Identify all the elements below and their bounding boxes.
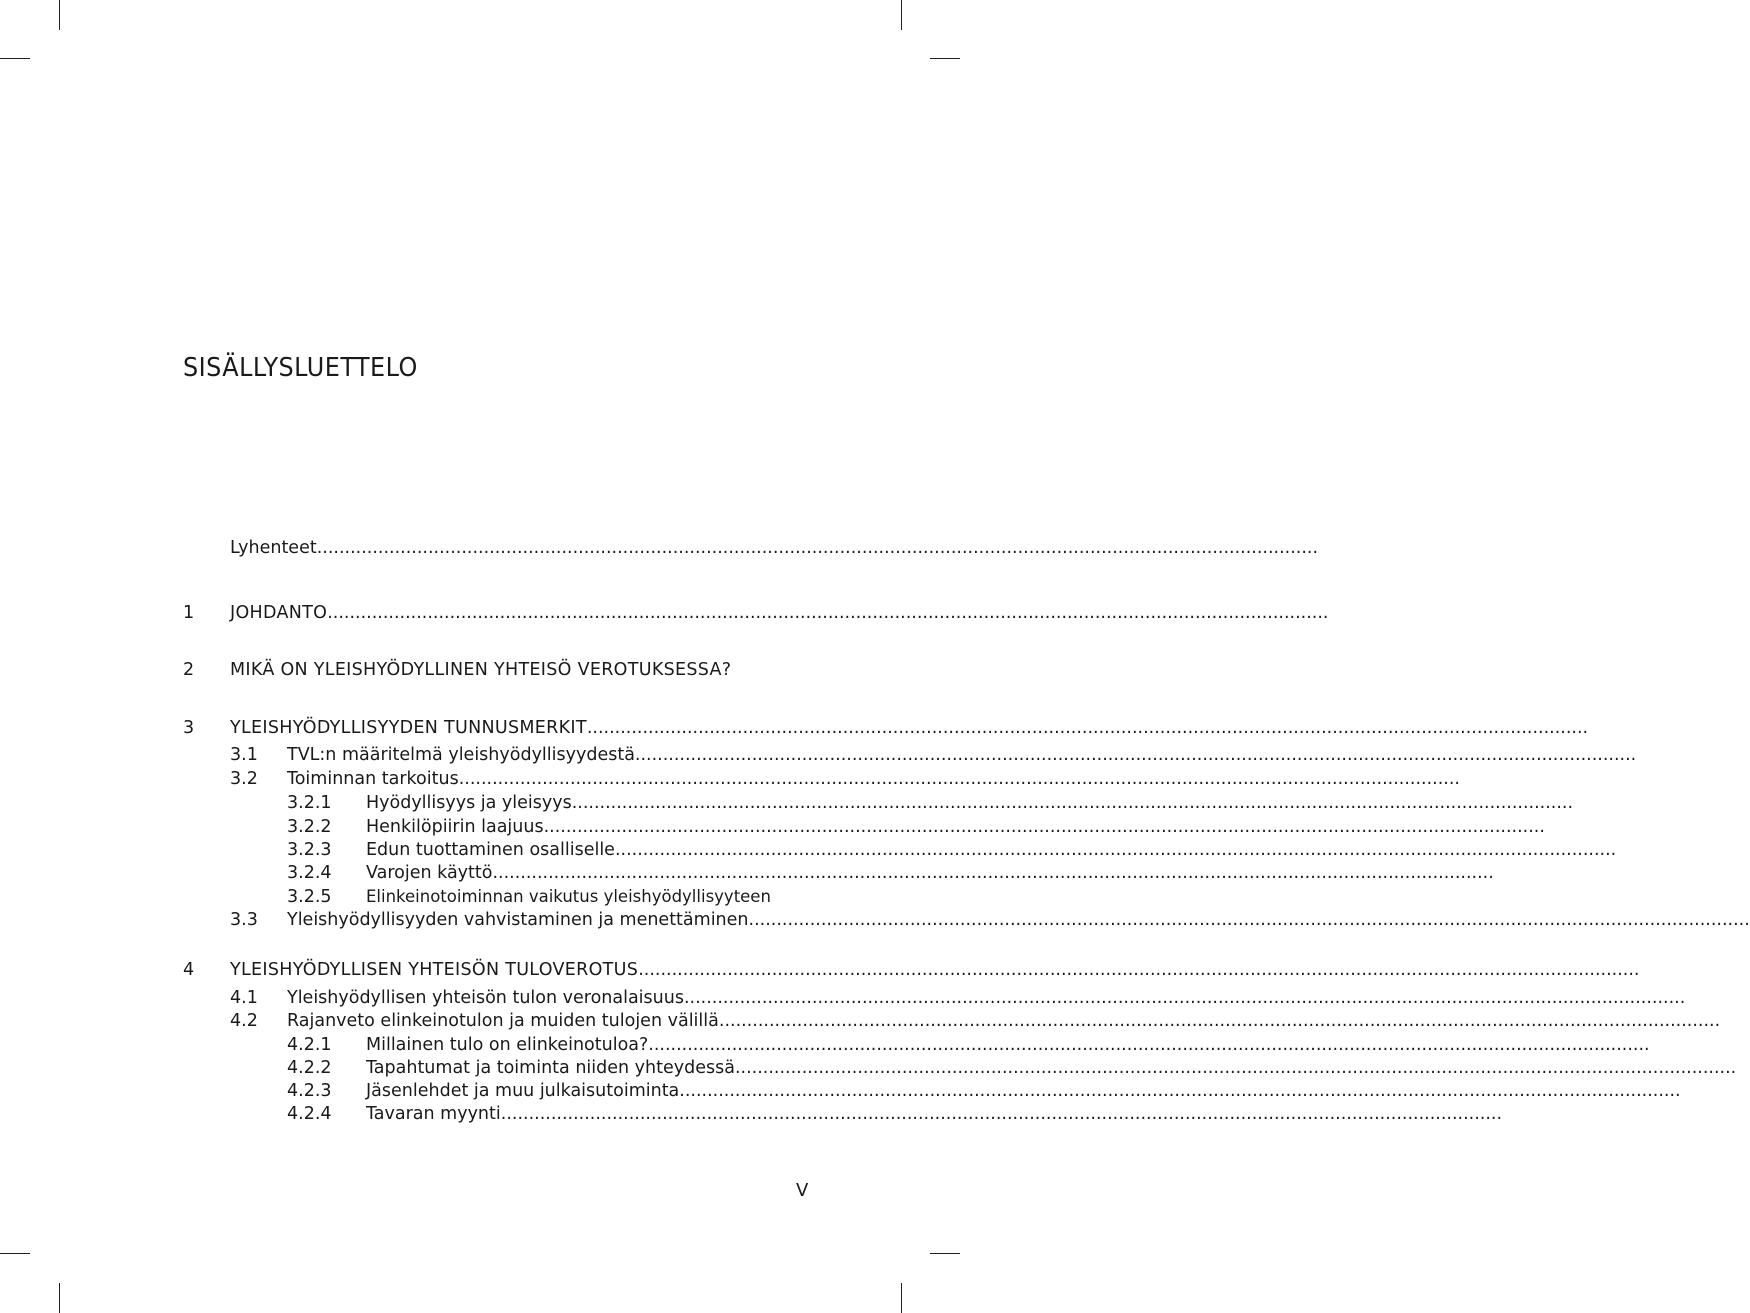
crop-mark-bottom-left-h xyxy=(0,1253,30,1254)
dot-leader: .................................................................................................................................................................................... xyxy=(571,793,1574,813)
dot-leader: .................................................................................................................................................................................... xyxy=(748,910,1750,930)
page-number: V xyxy=(796,1180,809,1201)
dot-leader: .................................................................................................................................................................................... xyxy=(316,538,1319,558)
dot-leader: .................................................................................................................................................................................... xyxy=(586,718,1589,738)
toc-entry-label: Yleishyödyllisen yhteisön tulon veronalaisuus xyxy=(287,988,684,1008)
toc-entry-label: Toiminnan tarkoitus xyxy=(287,769,459,789)
toc-entry-number: 3.2.2 xyxy=(287,817,332,837)
toc-entry-number: 4 xyxy=(183,960,195,980)
toc-entry-number: 3.2.4 xyxy=(287,863,332,883)
dot-leader: .................................................................................................................................................................................... xyxy=(634,745,1637,765)
dot-leader: .................................................................................................................................................................................... xyxy=(679,1081,1681,1101)
dot-leader: .................................................................................................................................................................................... xyxy=(500,1104,1503,1124)
crop-mark-bottom-right xyxy=(901,1283,902,1313)
toc-entry-label: Millainen tulo on elinkeinotuloa? xyxy=(366,1035,649,1055)
crop-mark-top-left xyxy=(59,0,60,30)
page-title: SISÄLLYSLUETTELO xyxy=(183,353,418,384)
toc-entry-label: Hyödyllisyys ja yleisyys xyxy=(366,793,572,813)
toc-entry-label: Tapahtumat ja toiminta niiden yhteydessä xyxy=(366,1058,735,1078)
dot-leader: .................................................................................................................................................................................... xyxy=(492,863,1494,883)
toc-entry-number: 4.2.3 xyxy=(287,1081,332,1101)
toc-entry-number: 3.1 xyxy=(230,745,258,765)
toc-entry-label: Elinkeinotoiminnan vaikutus yleishyödyllisyyteen xyxy=(366,887,771,906)
toc-entry-number: 4.2.2 xyxy=(287,1058,332,1078)
toc-entry-label: Edun tuottaminen osalliselle xyxy=(366,840,615,860)
toc-entry-number: 3.2.3 xyxy=(287,840,332,860)
toc-entry-number: 2 xyxy=(183,660,195,680)
toc-entry-label: Lyhenteet xyxy=(230,538,317,558)
toc-entry-number: 4.2 xyxy=(230,1011,258,1031)
dot-leader: .................................................................................................................................................................................... xyxy=(614,840,1617,860)
crop-mark-top-right-h xyxy=(930,58,960,59)
toc-entry-number: 3.3 xyxy=(230,910,258,930)
toc-entry-label: Rajanveto elinkeinotulon ja muiden tulojen välillä xyxy=(287,1011,719,1031)
toc-entry-number: 3 xyxy=(183,718,195,738)
toc-entry-number: 1 xyxy=(183,603,195,623)
toc-entry-number: 4.2.4 xyxy=(287,1104,332,1124)
dot-leader: .................................................................................................................................................................................... xyxy=(734,1058,1737,1078)
toc-entry-label: JOHDANTO xyxy=(230,603,328,623)
dot-leader: .................................................................................................................................................................................... xyxy=(327,603,1329,623)
toc-entry-number: 4.2.1 xyxy=(287,1035,332,1055)
toc-entry-label: Jäsenlehdet ja muu julkaisutoiminta xyxy=(366,1081,680,1101)
toc-entry-label: Henkilöpiirin laajuus xyxy=(366,817,544,837)
toc-entry-number: 4.1 xyxy=(230,988,258,1008)
dot-leader: .................................................................................................................................................................................... xyxy=(718,1011,1721,1031)
toc-entry-number: 3.2 xyxy=(230,769,258,789)
crop-mark-top-left-h xyxy=(0,58,30,59)
dot-leader: .................................................................................................................................................................................... xyxy=(683,988,1686,1008)
dot-leader: .................................................................................................................................................................................... xyxy=(458,769,1460,789)
toc-entry-label: MIKÄ ON YLEISHYÖDYLLINEN YHTEISÖ VEROTUKSESSA? xyxy=(230,660,732,680)
toc-entry-label: Varojen käyttö xyxy=(366,863,493,883)
crop-mark-top-right xyxy=(901,0,902,30)
dot-leader: .................................................................................................................................................................................... xyxy=(543,817,1545,837)
crop-mark-bottom-left xyxy=(59,1283,60,1313)
toc-entry-label: YLEISHYÖDYLLISEN YHTEISÖN TULOVEROTUS xyxy=(230,960,639,980)
dot-leader: .................................................................................................................................................................................... xyxy=(648,1035,1650,1055)
toc-entry-label: Yleishyödyllisyyden vahvistaminen ja menettäminen xyxy=(287,910,749,930)
toc-entry-label: YLEISHYÖDYLLISYYDEN TUNNUSMERKIT xyxy=(230,718,587,738)
toc-entry-label: TVL:n määritelmä yleishyödyllisyydestä xyxy=(287,745,635,765)
toc-entry-number: 3.2.5 xyxy=(287,887,332,907)
toc-entry-label: Tavaran myynti xyxy=(366,1104,501,1124)
toc-entry-number: 3.2.1 xyxy=(287,793,332,813)
dot-leader: .................................................................................................................................................................................... xyxy=(638,960,1640,980)
crop-mark-bottom-right-h xyxy=(930,1253,960,1254)
